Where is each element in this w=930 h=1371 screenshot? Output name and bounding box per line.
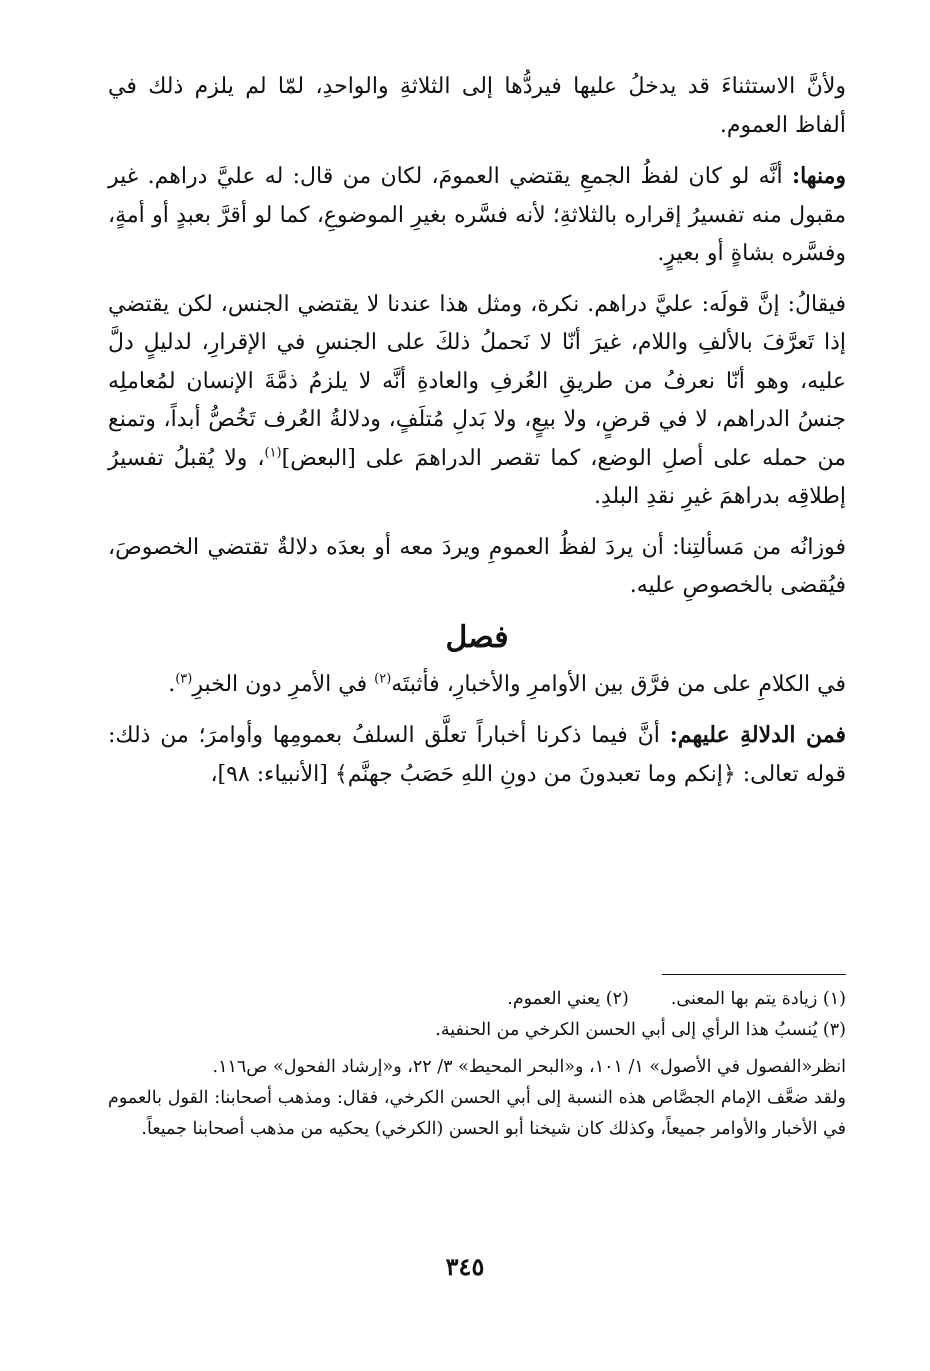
paragraph-1: [108, 68, 846, 145]
paragraph-4-text: فوزانُه من مَسألتِنا: أن يردَ لفظُ العمومِ ويردَ معه أو بعدَه دلالةٌ تقتضي الخصوصَ، فيُقضى بالخصوصِ عليه.: [108, 534, 846, 598]
paragraph-5: [108, 666, 846, 705]
footnote-3: (٣) يُنسبُ هذا الرأي إلى أبي الحسن الكرخي من الحنفية.: [435, 1020, 846, 1040]
paragraph-5-text: في الكلامِ على من فرَّق بين الأوامرِ والأخبارِ، فأثبتَه: [391, 671, 846, 697]
paragraph-5-end: .: [168, 671, 176, 697]
footnote-ref-2: (٢): [374, 671, 392, 687]
page-number: ٣٤٥: [445, 1252, 485, 1281]
footnote-1: (١) زيادة يتم بها المعنى.: [670, 989, 846, 1009]
paragraph-6: [108, 716, 846, 794]
footnote-divider: [662, 974, 846, 975]
paragraph-2: [108, 157, 846, 274]
paragraph-3-end: ، ولا يُقبلُ تفسيرُ إطلاقِه بدراهمَ غيرِ نقدِ البلدِ.: [108, 445, 846, 509]
footnote-ref-3: (٣): [175, 671, 193, 687]
footnote-2: (٢) يعني العموم.: [507, 989, 629, 1009]
footnote-ref-1: (١): [264, 445, 282, 461]
paragraph-2-text: أنَّه لو كان لفظُ الجمعِ يقتضي العمومَ، لكان من قال: له عليَّ دراهم. غير مقبول منه تفسيرُ إقراره بالثلاثةِ؛ لأنه فسَّره بغيرِ الموضوعِ، كما لو أقرَّ بعبدٍ أو أمةٍ، وفسَّره بشاةٍ أو بعيرٍ.: [108, 164, 846, 266]
paragraph-2-lead: ومنها:: [791, 163, 846, 189]
footnote-3-details: [108, 1052, 846, 1145]
section-heading: فصل: [445, 619, 509, 655]
footnote-row-1: [108, 984, 846, 1015]
paragraph-5-mid: في الأمرِ دون الخبرِ: [192, 671, 375, 697]
paragraph-6-text: أنَّ فيما ذكرنا أخباراً تعلَّق السلفُ بعمومِها وأوامرَ؛ من ذلك: قوله تعالى: ﴿إنكم وما تعبدونَ من دونِ اللهِ حَصَبُ جهنَّم﴾ [الأنبياء: ٩٨]،: [108, 723, 846, 787]
paragraph-1-text: ولأنَّ الاستثناءَ قد يدخلُ عليها فيردُّها إلى الثلاثةِ والواحدِ، لمّا لم يلزم ذلك في ألفاظ العموم.: [108, 74, 846, 138]
paragraph-3: [108, 286, 846, 517]
paragraph-6-lead: فمن الدلالةِ عليهم:: [669, 722, 846, 748]
main-text: [108, 68, 846, 806]
footnote-3-line-1: انظر«الفصول في الأصول» ١/ ١٠١، و«البحر المحيط» ٣/ ٢٢، و«إرشاد الفحول» ص١١٦.: [212, 1057, 846, 1077]
footnotes: [108, 984, 846, 1145]
footnote-3-line-2: ولقد ضعَّف الإمام الجصَّاص هذه النسبة إلى أبي الحسن الكرخي، فقال: ومذهب أصحابنا: القول بالعموم في الأخبار والأوامر جميعاً، وكذلك كان شيخنا أبو الحسن (الكرخي) يحكيه من مذهب أصحابنا جميعاً.: [108, 1088, 846, 1139]
paragraph-3-text: فيقالُ: إنَّ قولَه: عليَّ دراهم. نكرة، ومثل هذا عندنا لا يقتضي الجنس، لكن يقتضي إذا تَعرَّفَ بالألفِ واللام، غيرَ أنّا لا نَحملُ ذلكَ على الجنسِ في الإقرارِ، لدليلٍ دلَّ عليه، وهو أنّا نعرفُ من طريقِ العُرفِ والعادةِ أنَّه لا يلزمُ ذمَّةَ الإنسان لمُعاملِه جنسُ الدراهم، لا في قرضٍ، ولا بيعٍ، ولا بَدلِ مُتلَفٍ، ودلالةُ العُرف تَخُصُّ أبداً، وتمنع من حمله على أصلِ الوضع، كما تقصر الدراهمَ على [البعض]: [108, 291, 846, 471]
paragraph-4: [108, 529, 846, 606]
